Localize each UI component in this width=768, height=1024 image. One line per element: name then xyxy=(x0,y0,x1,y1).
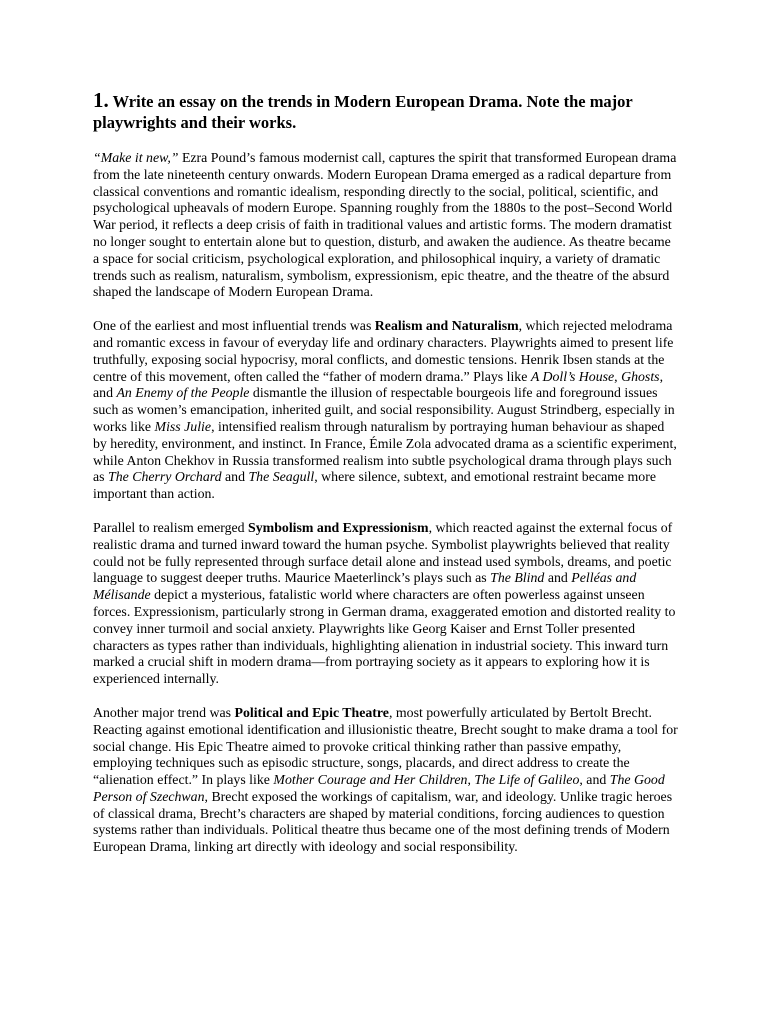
text-run: , where silence, subtext, and emotional restraint became more important than action. xyxy=(93,469,656,502)
question-number: 1. xyxy=(93,88,109,112)
italic-title: Pelléas and Mélisande xyxy=(93,570,637,603)
text-run: , most powerfully articulated by Bertolt Brecht. Reacting against emotional identification and illusionistic theatre, Brecht sought to make drama a tool for social change. His Epic Theatre aimed to provoke critical thinking rather than passive empathy, employing techniques such as episodic structure, songs, placards, and direct address to create the “alienation effect.” In plays like xyxy=(93,704,678,788)
text-run: dismantle the illusion of respectable bourgeois life and foreground issues such as women’s emancipation, inherited guilt, and social responsibility. August Strindberg, especially in works like xyxy=(93,385,675,434)
text-run: depict a mysterious, fatalistic world where characters are often powerless against unseen forces. Expressionism, particularly strong in German drama, exaggerated emotion and distorted reality to convey inner turmoil and social anxiety. Playwrights like Georg Kaiser and Ernst Toller presented characters as types rather than individuals, highlighting alienation in industrial society. This inward turn marked a crucial shift in modern drama—from portraying society as it appears to exploring how it is experienced internally. xyxy=(93,587,676,687)
text-run: , xyxy=(614,368,622,384)
text-run: , intensified realism through naturalism by portraying human behaviour as shaped by heredity, environment, and instinct. In France, Émile Zola advocated drama as a scientific experiment, while Anton Chekhov in Russia transformed realism into subtle psychological drama through plays such as xyxy=(93,418,677,485)
italic-title: Mother Courage and Her Children xyxy=(273,772,468,788)
text-run: , which rejected melodrama and romantic excess in favour of everyday life and ordinary characters. Playwrights aimed to present life truthfully, exposing social hypocrisy, moral conflicts, and domestic tensions. Henrik Ibsen stands at the centre of this movement, often called the “father of modern drama.” Plays like xyxy=(93,318,674,384)
bold-term: Symbolism and Expressionism xyxy=(248,519,429,535)
italic-title: “Make it new,” xyxy=(93,150,179,165)
paragraph-political-epic-theatre xyxy=(93,705,678,856)
question-text: Write an essay on the trends in Modern European Drama. Note the major playwrights and their works. xyxy=(93,92,633,132)
essay-question-heading xyxy=(93,90,678,133)
italic-title: Ghosts xyxy=(621,368,660,384)
text-run: Another major trend was xyxy=(93,704,235,720)
italic-title: Miss Julie xyxy=(154,418,212,434)
text-run: , which reacted against the external focus of realistic drama and turned inward toward the human psyche. Symbolist playwrights believed that reality could not be fully represented through surface detail alone and instead used symbols, dreams, and poetic language to suggest deeper truths. Maurice Maeterlinck’s plays such as xyxy=(93,519,673,586)
paragraph-realism-naturalism xyxy=(93,318,678,503)
italic-title: A Doll’s House xyxy=(530,368,615,384)
italic-title: The Cherry Orchard xyxy=(108,469,222,485)
italic-title: The Good Person of Szechwan xyxy=(93,772,665,804)
text-run: Ezra Pound’s famous modernist call, captures the spirit that transformed European drama from the late nineteenth century onwards. Modern European Drama emerged as a radical departure from classical conventions and romantic idealism, responding directly to the social, political, scientific, and psychological upheavals of modern Europe. Spanning roughly from the 1880s to the post–Second World War period, it reflects a deep crisis of faith in traditional values and artistic forms. The modern dramatist no longer sought to entertain alone but to question, disturb, and awaken the audience. As theatre became a space for social criticism, psychological exploration, and philosophical inquiry, a variety of dramatic trends such as realism, naturalism, symbolism, expressionism, epic theatre, and the theatre of the absurd shaped the landscape of Modern European Drama. xyxy=(93,150,677,300)
text-run: One of the earliest and most influential trends was xyxy=(93,318,375,334)
italic-title: The Blind xyxy=(490,570,545,586)
text-run: , xyxy=(467,772,475,788)
text-run: , Brecht exposed the workings of capitalism, war, and ideology. Unlike tragic heroes of classical drama, Brecht’s characters are shaped by material conditions, forcing audiences to question systems rather than individuals. Political theatre thus became one of the most defining trends of Modern European Drama, linking art directly with ideology and social responsibility. xyxy=(93,788,673,855)
document-page xyxy=(93,90,678,873)
text-run: , and xyxy=(93,368,664,401)
text-run: and xyxy=(221,469,249,485)
paragraph-symbolism-expressionism xyxy=(93,520,678,688)
italic-title: The Seagull xyxy=(248,469,315,485)
text-run: , and xyxy=(579,772,610,788)
paragraph-intro xyxy=(93,150,678,301)
text-run: Parallel to realism emerged xyxy=(93,519,249,535)
text-run: and xyxy=(544,570,572,586)
bold-term: Realism and Naturalism xyxy=(374,318,519,334)
italic-title: An Enemy of the People xyxy=(116,385,250,401)
italic-title: The Life of Galileo xyxy=(474,772,580,788)
bold-term: Political and Epic Theatre xyxy=(234,704,389,720)
